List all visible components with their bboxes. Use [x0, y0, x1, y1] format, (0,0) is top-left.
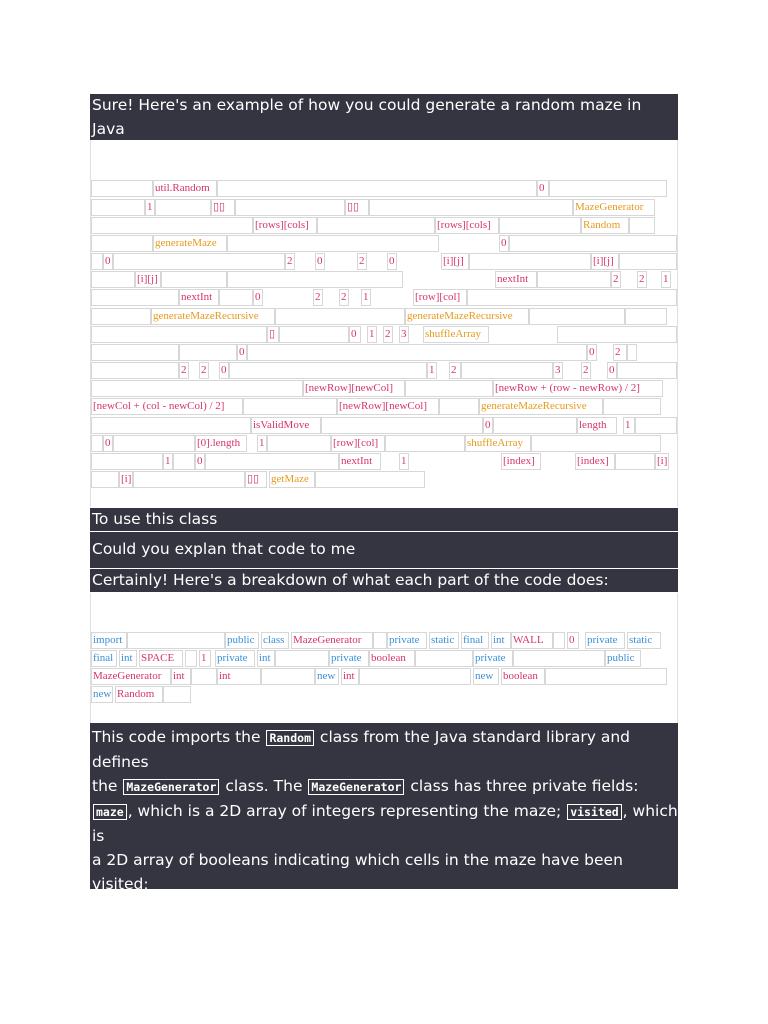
explanation-line-2: the MazeGenerator class. The MazeGenerator class has three private fields: [92, 777, 639, 795]
code-token: 0 [483, 417, 493, 434]
code-token: 1 [199, 650, 211, 667]
code-token: [rows][cols] [435, 217, 499, 234]
code-token: 2 [449, 362, 461, 379]
code-token: ▯▯ [211, 199, 235, 216]
code-token: util.Random [153, 180, 217, 197]
inline-code-mazegenerator: MazeGenerator [308, 779, 404, 795]
explanation-line-6: random numbers. The MazeGenerator class has a constructor that takes two [92, 948, 668, 966]
code-token: 0 [103, 253, 113, 270]
code-token: SPACE [139, 650, 183, 667]
code-token: [rows][cols] [253, 217, 317, 234]
code-token: [newCol + (col - newCol) / 2] [91, 398, 243, 415]
code-token: 2 [285, 253, 295, 270]
code-token: 2 [199, 362, 209, 379]
code-token: 1 [367, 326, 377, 343]
code-token: [i] [655, 453, 669, 470]
code-token: 0 [219, 362, 229, 379]
code-token: ▯▯ [345, 199, 369, 216]
code-token: import [91, 632, 127, 649]
code-token: 2 [581, 362, 591, 379]
code-token: 1 [145, 199, 155, 216]
code-token: 2 [611, 271, 621, 288]
code-token: 1 [399, 453, 409, 470]
inline-code-random: Random [266, 730, 314, 746]
code-token: WALL [511, 632, 553, 649]
code-token: 3 [399, 326, 409, 343]
code-token: 0 [587, 344, 597, 361]
inline-code-mazegenerator: MazeGenerator [270, 950, 366, 966]
message-to-use-text: To use this class [92, 510, 218, 528]
code-token: getMaze [269, 471, 315, 488]
code-token: [row][col] [413, 289, 467, 306]
code-token: 0 [195, 453, 205, 470]
code-token: [newRow][newCol] [303, 380, 405, 397]
code-block-2 [90, 593, 678, 723]
code-token: [index] [501, 453, 541, 470]
message-certainly [90, 569, 678, 592]
code-token: int [171, 668, 191, 685]
code-token: 1 [623, 417, 635, 434]
code-token: 1 [163, 453, 173, 470]
code-token: private [473, 650, 513, 667]
code-token: 2 [613, 344, 627, 361]
code-token: public [605, 650, 641, 667]
message-certainly-text: Certainly! Here's a breakdown of what each part of the code does: [92, 571, 609, 589]
inline-code-random-field: random [127, 901, 175, 917]
explanation-line-4: a 2D array of booleans indicating which cells in the maze have been visited; [92, 851, 623, 893]
code-token: new [315, 668, 339, 685]
code-token: 0 [567, 632, 579, 649]
code-token: 0 [349, 326, 361, 343]
code-token: 0 [499, 235, 509, 252]
code-token: ▯▯ [245, 471, 267, 488]
code-token: int [257, 650, 275, 667]
code-token: 0 [607, 362, 617, 379]
code-token: final [461, 632, 489, 649]
code-token: new [91, 686, 113, 703]
explanation-line-3: maze , which is a 2D array of integers representing the maze; visited , which is [92, 802, 678, 845]
code-token: boolean [501, 668, 545, 685]
code-token: 1 [257, 435, 267, 452]
code-token: 0 [253, 289, 263, 306]
code-token: ▯ [267, 326, 279, 343]
code-token: generateMazeRecursive [479, 398, 603, 415]
code-token: 0 [103, 435, 113, 452]
message-explain-text: Could you explan that code to me [92, 540, 356, 558]
code-token: [newRow + (row - newRow) / 2] [493, 380, 663, 397]
code-token: [0].length [195, 435, 247, 452]
code-token: private [585, 632, 625, 649]
code-token: [i][j] [591, 253, 619, 270]
code-token: 0 [387, 253, 397, 270]
code-token: MazeGenerator [91, 668, 171, 685]
code-token: 0 [237, 344, 247, 361]
code-token: class [261, 632, 289, 649]
code-token: shuffleArray [465, 435, 531, 452]
code-token: 2 [357, 253, 367, 270]
message-to-use [90, 508, 678, 531]
code-token: private [387, 632, 427, 649]
code-token: MazeGenerator [291, 632, 373, 649]
code-token: int [217, 668, 261, 685]
code-block-1 [90, 140, 678, 507]
code-token: private [215, 650, 255, 667]
code-token: length [577, 417, 617, 434]
code-token: [i][j] [135, 271, 161, 288]
code-token: generateMazeRecursive [151, 308, 275, 325]
intro-line-1: Sure! Here's an example of how you could generate a random maze in Java [92, 96, 642, 138]
code-token: 2 [383, 326, 393, 343]
code-token: static [627, 632, 661, 649]
code-token: boolean [369, 650, 415, 667]
code-token: int [491, 632, 511, 649]
code-token: public [225, 632, 259, 649]
message-explain [90, 532, 678, 568]
code-token: 1 [427, 362, 437, 379]
code-token: int [341, 668, 359, 685]
code-token: [index] [575, 453, 615, 470]
code-token: generateMazeRecursive [405, 308, 529, 325]
code-token: [i] [119, 471, 133, 488]
code-token: 2 [313, 289, 323, 306]
code-token: Random [581, 217, 629, 234]
code-token: Random [115, 686, 163, 703]
code-token: new [473, 668, 499, 685]
code-token: 0 [315, 253, 325, 270]
code-token: [row][col] [331, 435, 385, 452]
explanation-line-1: This code imports the Random class from the Java standard library and defines [92, 728, 630, 771]
code-token: 3 [553, 362, 563, 379]
code-token: generateMaze [153, 235, 227, 252]
code-token: 2 [179, 362, 189, 379]
code-token: [i][j] [441, 253, 469, 270]
code-token: 2 [637, 271, 647, 288]
explanation-line-5: and random , which is an instance of the Random class that is used to generate [92, 899, 608, 942]
code-token: shuffleArray [423, 326, 489, 343]
code-token: int [119, 650, 137, 667]
code-token: nextInt [179, 289, 219, 306]
code-token: static [429, 632, 459, 649]
code-token: [newRow][newCol] [337, 398, 439, 415]
code-token: nextInt [495, 271, 537, 288]
code-token: private [329, 650, 369, 667]
inline-code-mazegenerator: MazeGenerator [123, 779, 219, 795]
code-token: nextInt [339, 453, 381, 470]
explanation-message [90, 723, 678, 1015]
code-token: 0 [537, 180, 549, 197]
inline-code-random: Random [399, 901, 447, 917]
explanation-line-7: arguments: the number of rows and the number of columns in the maze. The [92, 973, 660, 1015]
code-token: 1 [361, 289, 371, 306]
inline-code-maze: maze [93, 804, 127, 820]
code-token: MazeGenerator [573, 199, 655, 216]
code-token: 2 [339, 289, 349, 306]
inline-code-visited: visited [567, 804, 621, 820]
code-token: final [91, 650, 117, 667]
code-token: isValidMove [251, 417, 321, 434]
code-token: 1 [661, 271, 671, 288]
intro-message [90, 94, 678, 140]
